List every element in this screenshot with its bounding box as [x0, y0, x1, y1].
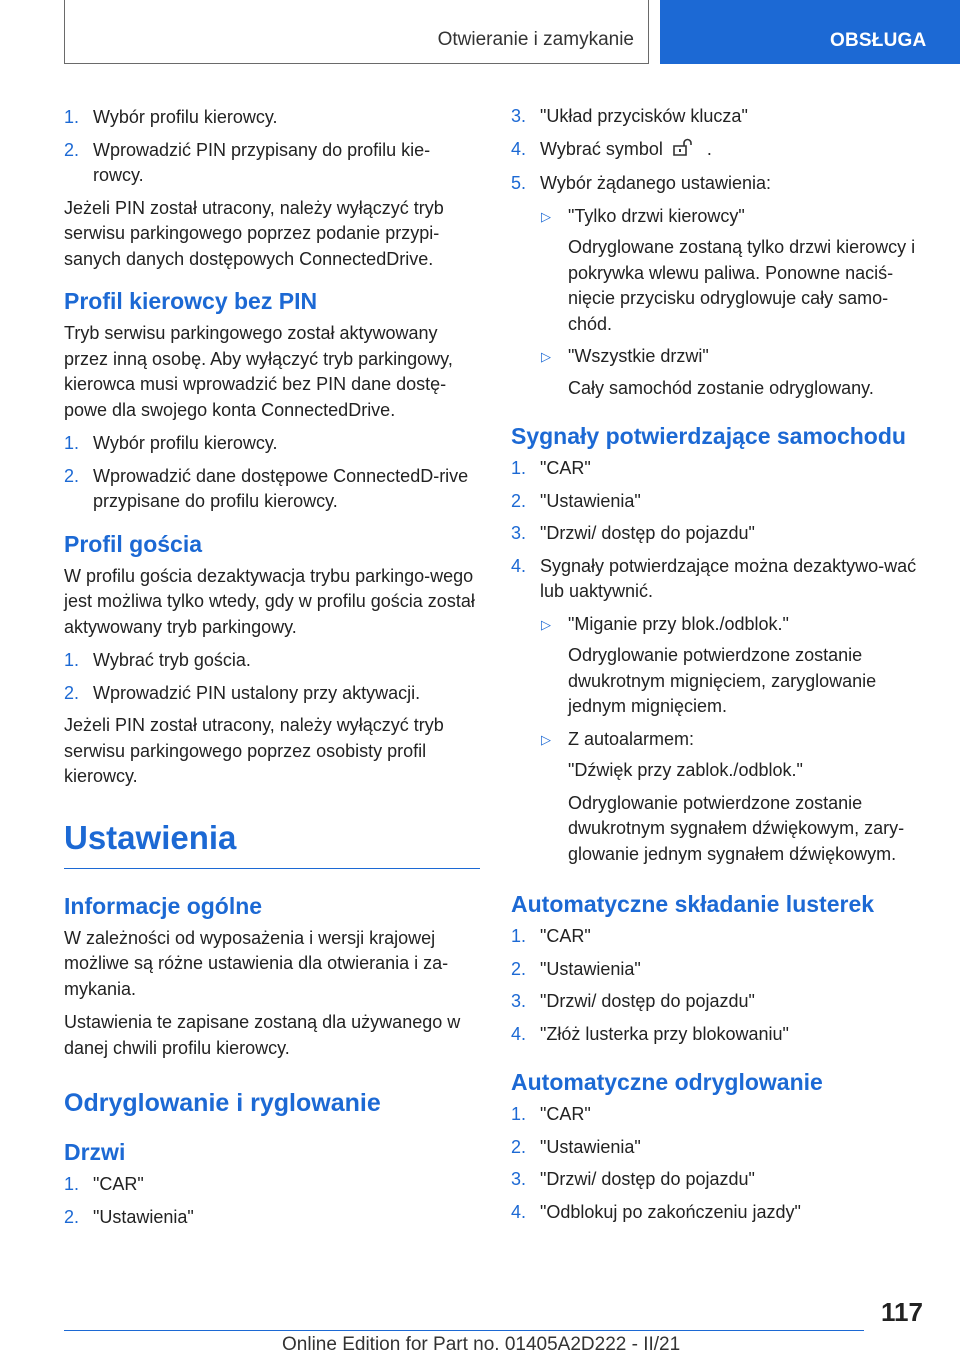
sub-paragraph: Odryglowanie potwierdzone zostanie dwukrotnym mignięciem, zaryglowanie jednym mignięciem. [568, 645, 877, 716]
sub-item-text: "Tylko drzwi kierowcy" [568, 205, 745, 226]
list-item [511, 1200, 931, 1226]
sub-item [511, 727, 931, 753]
list-item [511, 554, 931, 605]
list-number: 3. [511, 991, 527, 1011]
list-number: 1. [64, 650, 80, 670]
sub-item-text: "Miganie przy blok./odblok." [568, 613, 789, 634]
list-item [64, 464, 480, 515]
sub-paragraph: Odryglowane zostaną tylko drzwi kierowcy i pokrywka wlewu paliwa. Ponowne naciś-nięcie przycisku odryglowuje cały samo-chód. [568, 237, 916, 334]
list-text: Wprowadzić PIN ustalony przy aktywacji. [93, 682, 421, 703]
sub-item [511, 344, 931, 370]
list-text: "CAR" [540, 926, 591, 946]
list-text: . [706, 138, 712, 159]
sub-paragraph: Odryglowanie potwierdzone zostanie dwukrotnym sygnałem dźwiękowym, zary-glowanie jednym sygnałem dźwiękowym. [568, 792, 905, 864]
sub-item [511, 204, 931, 230]
list-text: "Drzwi/ dostęp do pojazdu" [540, 523, 755, 543]
paragraph: W zależności od wyposażenia i wersji krajowej możliwe są różne ustawienia dla otwierania i za-mykania. [64, 927, 449, 999]
list-number: 4. [511, 555, 527, 576]
list-number: 2. [64, 1206, 80, 1227]
list-number: 1. [64, 1174, 80, 1194]
paragraph: Ustawienia te zapisane zostaną dla używanego w danej chwili profilu kierowcy. [64, 1012, 461, 1058]
heading-settings: Ustawienia [64, 818, 480, 869]
list-text: "Odblokuj po zakończeniu jazdy" [540, 1201, 801, 1222]
triangle-bullet-icon: ▷ [541, 208, 551, 224]
header-section-tab [660, 0, 960, 64]
list-text: Wprowadzić dane dostępowe ConnectedD-rive przypisane do profilu kierowcy. [93, 465, 469, 511]
heading-no-pin: Profil kierowcy bez PIN [64, 288, 318, 314]
list-item [64, 1205, 480, 1231]
list-item [511, 104, 931, 130]
paragraph: Jeżeli PIN został utracony, należy wyłączyć tryb serwisu parkingowego poprzez osobisty profil kierowcy. [64, 715, 444, 786]
list-text: "Ustawienia" [540, 958, 641, 979]
list-text: "Drzwi/ dostęp do pojazdu" [540, 1169, 755, 1189]
list-item [64, 138, 480, 189]
list-number: 2. [64, 465, 80, 486]
list-number: 2. [64, 682, 80, 703]
list-text: "CAR" [93, 1174, 144, 1194]
right-column [511, 104, 931, 1232]
list-text: "Układ przycisków klucza" [540, 106, 748, 126]
list-text: Wybór żądanego ustawienia: [540, 173, 771, 193]
heading-general: Informacje ogólne [64, 892, 263, 919]
list-text: Wybór profilu kierowcy. [93, 433, 278, 453]
list-item [511, 924, 931, 950]
paragraph: Tryb serwisu parkingowego został aktywowany przez inną osobę. Aby wyłączyć tryb parkingowy, kierowca musi wprowadzić bez PIN dane dostę-powe dla swojego konta ConnectedDrive. [64, 323, 453, 420]
list-item [511, 989, 931, 1015]
list-item [511, 957, 931, 983]
list-text: "Ustawienia" [93, 1206, 194, 1227]
list-item [511, 1022, 931, 1048]
list-item [511, 489, 931, 515]
list-text: Wybrać symbol [540, 138, 663, 159]
list-text: Wybór profilu kierowcy. [93, 107, 278, 127]
list-number: 1. [511, 926, 527, 946]
heading-autounlock: Automatyczne odryglowanie [511, 1069, 823, 1095]
heading-guest: Profil gościa [64, 530, 203, 557]
triangle-bullet-icon: ▷ [541, 616, 551, 632]
list-number: 2. [511, 1136, 527, 1157]
sub-item [511, 612, 931, 638]
paragraph: W profilu gościa dezaktywacja trybu parkingo-wego jest możliwa tylko wtedy, gdy w profilu gościa został aktywowany tryb parkingowy. [64, 565, 475, 637]
list-item [64, 1172, 480, 1198]
page-number: 117 [881, 1297, 923, 1327]
heading-unlock-lock: Odryglowanie i ryglowanie [64, 1089, 381, 1117]
list-number: 1. [64, 433, 80, 453]
list-number: 1. [511, 1104, 527, 1124]
list-text: "Złóż lusterka przy blokowaniu" [540, 1023, 789, 1044]
footer-edition: Online Edition for Part no. 01405A2D222 - II/21 [282, 1334, 681, 1355]
list-number: 4. [511, 1023, 527, 1044]
list-text: Wprowadzić PIN przypisany do profilu kie-rowcy. [93, 139, 431, 185]
list-text: Sygnały potwierdzające można dezaktywo-wać lub uaktywnić. [540, 555, 917, 601]
list-text: "CAR" [540, 458, 591, 478]
triangle-bullet-icon: ▷ [541, 349, 551, 364]
list-item [511, 521, 931, 547]
list-number: 3. [511, 106, 527, 126]
list-text: "CAR" [540, 1104, 591, 1124]
list-number: 3. [511, 1169, 527, 1189]
left-column [64, 105, 480, 1237]
list-text: "Ustawienia" [540, 1136, 641, 1157]
section-title: OBSŁUGA [830, 30, 927, 51]
list-text: "Ustawienia" [540, 490, 641, 511]
list-number: 2. [511, 958, 527, 979]
sub-item-text: "Wszystkie drzwi" [568, 346, 709, 366]
list-item [511, 137, 931, 165]
sub-paragraph: "Dźwięk przy zablok./odblok." [568, 760, 803, 780]
list-number: 3. [511, 523, 527, 543]
heading-mirrors: Automatyczne składanie lusterek [511, 891, 875, 917]
list-item [64, 431, 480, 457]
list-text: Wybrać tryb gościa. [93, 650, 251, 670]
list-number: 4. [511, 138, 527, 159]
list-number: 1. [64, 107, 80, 127]
list-number: 2. [511, 490, 527, 511]
list-item [64, 648, 480, 674]
list-item [511, 1135, 931, 1161]
unlock-icon [671, 137, 693, 165]
list-item [64, 681, 480, 707]
sub-paragraph: Cały samochód zostanie odryglowany. [568, 377, 874, 398]
triangle-bullet-icon: ▷ [541, 731, 551, 747]
list-item [64, 105, 480, 131]
list-text: "Drzwi/ dostęp do pojazdu" [540, 991, 755, 1011]
list-number: 2. [64, 139, 80, 160]
header-chapter-box [64, 0, 649, 64]
list-number: 4. [511, 1201, 527, 1222]
list-item [511, 1167, 931, 1193]
heading-signals: Sygnały potwierdzające samochodu [511, 423, 906, 449]
list-number: 1. [511, 458, 527, 478]
chapter-title: Otwieranie i zamykanie [437, 29, 634, 50]
list-number: 5. [511, 173, 527, 193]
paragraph: Jeżeli PIN został utracony, należy wyłączyć tryb serwisu parkingowego poprzez podanie przypi-sanych danych dostępowych ConnectedDrive. [64, 197, 444, 269]
footer-divider [64, 1330, 864, 1331]
list-item [511, 171, 931, 197]
sub-item-text: Z autoalarmem: [568, 728, 695, 749]
list-item [511, 456, 931, 482]
heading-doors: Drzwi [64, 1139, 126, 1165]
list-item [511, 1102, 931, 1128]
